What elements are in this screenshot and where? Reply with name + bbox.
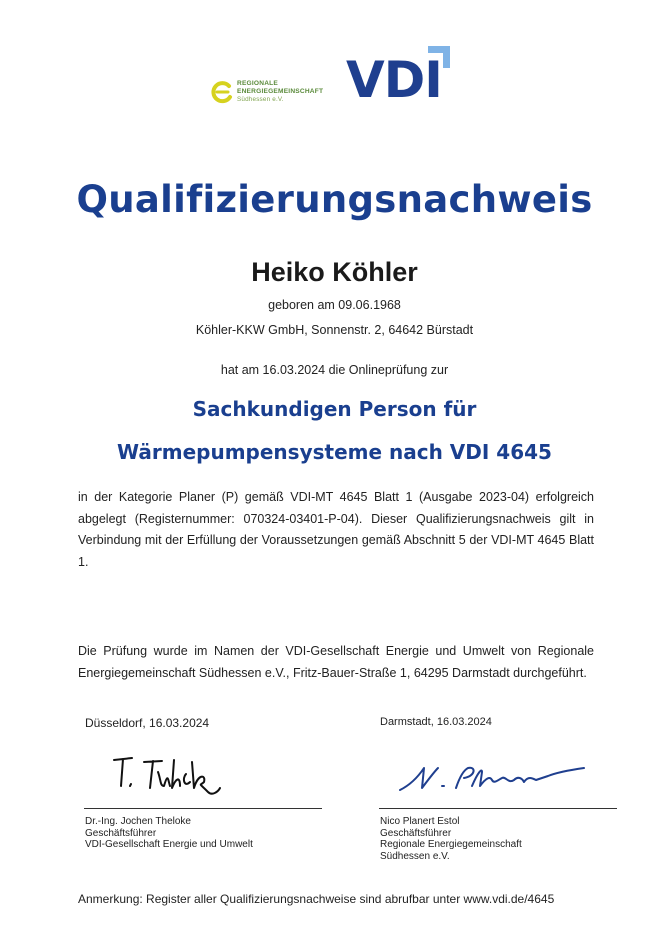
right-signatory-role: Geschäftsführer bbox=[380, 827, 452, 839]
regional-logo-line3: Südhessen e.V. bbox=[237, 96, 284, 103]
conducted-paragraph: Die Prüfung wurde im Namen der VDI-Gesellschaft Energie und Umwelt von Regionale Energiegemeinschaft Südhessen e.V., Fritz-Bauer-Straße 1, 64295 Darmstadt durchgeführt. bbox=[78, 644, 594, 680]
register-note: Anmerkung: Register aller Qualifizierungsnachweise sind abrufbar unter www.vdi.de/4645 bbox=[78, 892, 555, 906]
right-place-date: Darmstadt, 16.03.2024 bbox=[380, 716, 492, 728]
right-signatory-org2: Südhessen e.V. bbox=[380, 850, 450, 862]
right-signatory bbox=[380, 816, 522, 862]
regional-logo-line2: ENERGIEGEMEINSCHAFT bbox=[237, 88, 324, 95]
exam-intro: hat am 16.03.2024 die Onlineprüfung zur bbox=[220, 363, 449, 377]
right-signature-line bbox=[379, 808, 617, 809]
regional-energy-logo bbox=[210, 76, 335, 112]
left-signatory-org: VDI-Gesellschaft Energie und Umwelt bbox=[85, 839, 253, 850]
qualification-line1: Sachkundigen Person für bbox=[192, 397, 477, 421]
right-signature-image bbox=[398, 762, 586, 794]
left-place-date: Düsseldorf, 16.03.2024 bbox=[85, 716, 210, 730]
left-signature-image bbox=[108, 752, 226, 800]
body-paragraph: in der Kategorie Planer (P) gemäß VDI-MT 4645 Blatt 1 (Ausgabe 2023-04) erfolgreich abgelegt (Registernummer: 070324-03401-P-04). Dieser Qualifizierungsnachweis gilt in Verbindung mit der Erfüllung der Voraussetzungen gemäß Abschnitt 5 der VDI-MT 4645 Blatt 1. bbox=[78, 490, 594, 569]
document-title: Qualifizierungsnachweis bbox=[76, 178, 593, 221]
vdi-logo bbox=[346, 44, 456, 112]
right-signatory-name: Nico Planert Estol bbox=[380, 816, 460, 827]
person-name: Heiko Köhler bbox=[251, 257, 418, 287]
qualification-line2: Wärmepumpensysteme nach VDI 4645 bbox=[117, 440, 552, 464]
regional-logo-line1: REGIONALE bbox=[237, 80, 278, 87]
regional-swirl-icon bbox=[210, 79, 234, 105]
vdi-logo-text: VDI bbox=[346, 51, 442, 109]
birth-date: geboren am 09.06.1968 bbox=[268, 298, 401, 312]
left-signatory-name: Dr.-Ing. Jochen Theloke bbox=[85, 816, 191, 827]
vdi-corner-icon bbox=[426, 44, 452, 70]
left-signature-line bbox=[84, 808, 322, 809]
company-address: Köhler-KKW GmbH, Sonnenstr. 2, 64642 Bürstadt bbox=[195, 323, 474, 337]
right-signatory-org1: Regionale Energiegemeinschaft bbox=[380, 839, 522, 850]
left-signatory bbox=[85, 816, 253, 851]
left-signatory-role: Geschäftsführer bbox=[85, 827, 157, 839]
